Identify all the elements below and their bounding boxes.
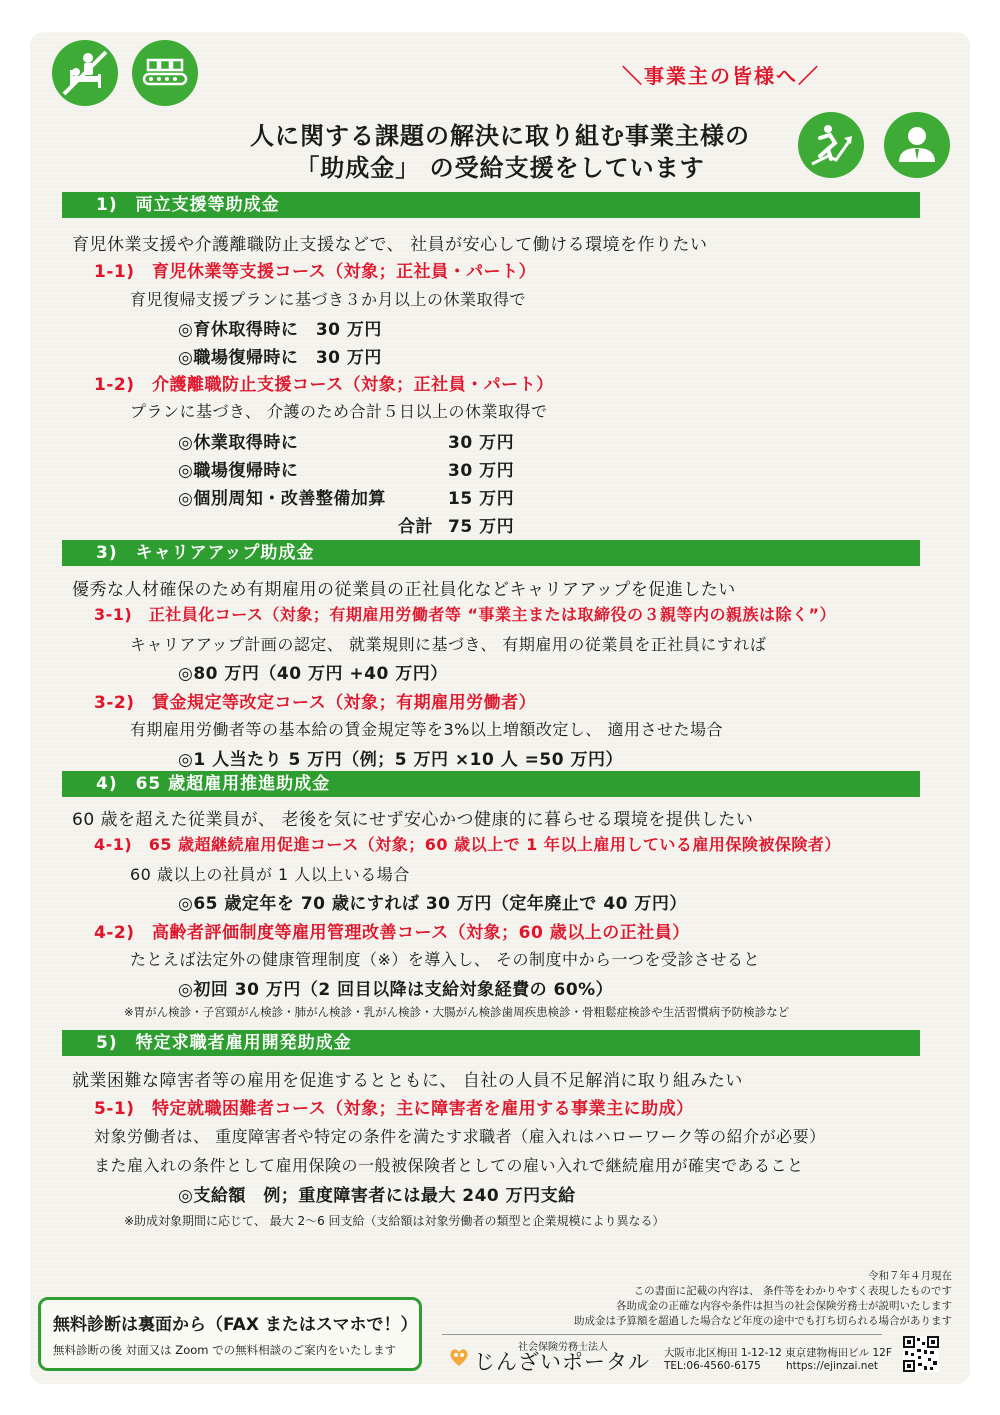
course-1-2-title: 1-2) 介護離職防止支援コース（対象；正社員・パート） [94, 375, 554, 395]
factory-conveyor-icon [132, 40, 198, 106]
qr-code-icon[interactable] [903, 1336, 939, 1372]
free-diagnosis-title: 無料診断は裏面から（FAX またはスマホで！） [53, 1315, 418, 1335]
footer-divider [442, 1334, 882, 1335]
fine-print-line-1: この書面に記載の内容は、 条件等をわかりやすく表現したものです [633, 1285, 952, 1297]
section-bar-4: 4) 65 歳超雇用推進助成金 [62, 771, 920, 797]
fine-print-date: 令和７年４月現在 [868, 1270, 952, 1282]
section-1-lead: 育児休業支援や介護離職防止支援などで、 社員が安心して働ける環境を作りたい [72, 235, 708, 255]
fine-print-line-3: 助成金は予算額を超過した場合など年度の途中でも打ち切られる場合があります [574, 1315, 952, 1327]
page-title-line1: 人に関する課題の解決に取り組む事業主様の [250, 122, 750, 150]
course-4-1-amount: ◎65 歳定年を 70 歳にすれば 30 万円（定年廃止で 40 万円） [178, 894, 687, 914]
course-1-2-row-label-1: ◎休業取得時に [178, 433, 299, 453]
course-5-1-desc-2: また雇入れの条件として雇用保険の一般被保険者としての雇い入れで継続雇用が確実であること [94, 1156, 804, 1175]
section-5-lead: 就業困難な障害者等の雇用を促進するとともに、 自社の人員不足解消に取り組みたい [72, 1071, 743, 1091]
course-5-1-title: 5-1) 特定就職困難者コース（対象；主に障害者を雇用する事業主に助成） [94, 1099, 694, 1119]
course-1-2-total-value: 75 万円 [448, 517, 515, 537]
growth-runner-icon [798, 112, 864, 178]
course-3-1-amount: ◎80 万円（40 万円 +40 万円） [178, 664, 448, 684]
course-5-1-desc-1: 対象労働者は、 重度障害者や特定の条件を満たす求職者（雇入れはハローワーク等の紹介が必要） [94, 1127, 826, 1146]
course-1-2-row-value-1: 30 万円 [448, 433, 515, 453]
footer-brand: じんざいポータル [474, 1350, 650, 1374]
person-icon [884, 112, 950, 178]
section-4-lead: 60 歳を超えた従業員が、 老後を気にせず安心かつ健康的に暮らせる環境を提供したい [72, 810, 754, 830]
course-1-2-row-label-2: ◎職場復帰時に [178, 461, 299, 481]
footer-org-type: 社会保険労務士法人 [518, 1342, 608, 1353]
course-5-1-note: ※助成対象期間に応じて、 最大 2～6 回支給（支給額は対象労働者の類型と企業規模により異なる） [124, 1214, 665, 1228]
course-1-2-row-value-2: 30 万円 [448, 461, 515, 481]
course-4-1-title: 4-1) 65 歳超継続雇用促進コース（対象；60 歳以上で 1 年以上雇用している雇用保険被保険者） [94, 835, 841, 854]
course-1-1-amount-2: ◎職場復帰時に 30 万円 [178, 348, 382, 368]
free-diagnosis-box [38, 1297, 422, 1371]
course-4-2-desc: たとえば法定外の健康管理制度（※）を導入し、 その制度中から一つを受診させると [130, 950, 760, 969]
section-bar-1: 1) 両立支援等助成金 [62, 192, 920, 218]
course-4-2-amount: ◎初回 30 万円（2 回目以降は支給対象経費の 60%） [178, 980, 614, 1000]
course-1-1-desc: 育児復帰支援プランに基づき３か月以上の休業取得で [130, 290, 527, 309]
course-4-2-note: ※胃がん検診・子宮頸がん検診・肺がん検診・乳がん検診・大腸がん検診歯周疾患検診・骨粗鬆症検診や生活習慣病予防検診など [124, 1005, 790, 1019]
course-4-2-title: 4-2) 高齢者評価制度等雇用管理改善コース（対象；60 歳以上の正社員） [94, 923, 690, 943]
course-5-1-amount: ◎支給額 例；重度障害者には最大 240 万円支給 [178, 1186, 576, 1206]
course-3-1-desc: キャリアアップ計画の認定、 就業規則に基づき、 有期雇用の従業員を正社員にすれば [130, 635, 767, 654]
course-3-1-title: 3-1) 正社員化コース（対象；有期雇用労働者等 “事業主または取締役の３親等内の親族は除く”） [94, 605, 837, 624]
course-4-1-desc: 60 歳以上の社員が 1 人以上いる場合 [130, 865, 410, 884]
course-1-2-row-label-3: ◎個別周知・改善整備加算 [178, 489, 386, 509]
no-care-icon [52, 40, 118, 106]
course-3-2-title: 3-2) 賃金規定等改定コース（対象；有期雇用労働者） [94, 693, 537, 713]
footer-url[interactable]: https://ejinzai.net [786, 1360, 879, 1372]
course-1-2-desc: プランに基づき、 介護のため合計５日以上の休業取得で [130, 402, 548, 421]
course-1-1-amount-1: ◎育休取得時に 30 万円 [178, 320, 382, 340]
course-1-2-total-label: 合計 [398, 517, 433, 537]
footer-address: 大阪市北区梅田 1-12-12 東京建物梅田ビル 12F [664, 1347, 892, 1359]
fine-print-line-2: 各助成金の正確な内容や条件は担当の社会保険労務士が説明いたします [616, 1300, 952, 1312]
section-bar-3: 3) キャリアアップ助成金 [62, 540, 920, 566]
tagline: ＼事業主の皆様へ／ [622, 64, 820, 88]
logo-heart-icon [448, 1346, 470, 1368]
course-1-2-row-value-3: 15 万円 [448, 489, 515, 509]
section-bar-5: 5) 特定求職者雇用開発助成金 [62, 1030, 920, 1056]
course-3-2-amount: ◎1 人当たり 5 万円（例；5 万円 ×10 人 =50 万円） [178, 750, 623, 770]
page-title-line2: 「助成金」 の受給支援をしています [295, 154, 705, 182]
course-1-1-title: 1-1) 育児休業等支援コース（対象；正社員・パート） [94, 262, 537, 282]
free-diagnosis-sub: 無料診断の後 対面又は Zoom での無料相談のご案内をいたします [53, 1343, 397, 1357]
section-3-lead: 優秀な人材確保のため有期雇用の従業員の正社員化などキャリアアップを促進したい [72, 580, 736, 600]
footer-tel: TEL:06-4560-6175 [664, 1360, 761, 1372]
course-3-2-desc: 有期雇用労働者等の基本給の賃金規定等を3%以上増額改定し、 適用させた場合 [130, 720, 723, 739]
